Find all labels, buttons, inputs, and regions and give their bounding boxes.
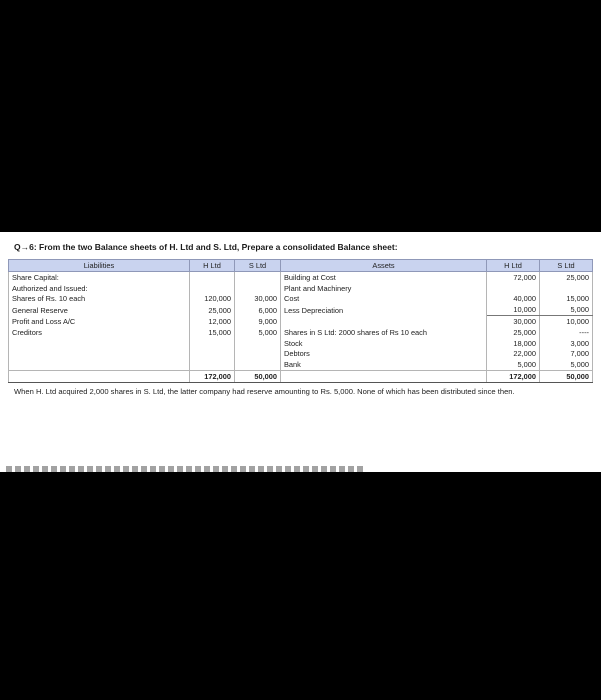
- table-row: [9, 338, 593, 349]
- asset-s-value: 5,000: [540, 359, 593, 370]
- question-sheet: [0, 232, 601, 472]
- asset-h-value: 18,000: [487, 338, 540, 349]
- liability-label: Creditors: [9, 327, 190, 338]
- table-row: [9, 272, 593, 283]
- liability-s-value: [235, 359, 281, 370]
- liability-label: Authorized and Issued:: [9, 283, 190, 294]
- liability-label: General Reserve: [9, 304, 190, 315]
- liability-label: [9, 338, 190, 349]
- asset-label: Bank: [281, 359, 487, 370]
- cropped-next-question-text: [6, 466, 366, 472]
- liability-label: Profit and Loss A/C: [9, 316, 190, 327]
- asset-label: [281, 316, 487, 327]
- asset-h-value: 10,000: [487, 304, 540, 315]
- liability-label: Shares of Rs. 10 each: [9, 294, 190, 305]
- asset-h-value: 72,000: [487, 272, 540, 283]
- liability-h-value: [190, 272, 235, 283]
- liability-s-value: 5,000: [235, 327, 281, 338]
- table-row: [9, 349, 593, 360]
- liability-h-value: 12,000: [190, 316, 235, 327]
- header-s-ltd: S Ltd: [235, 260, 281, 272]
- asset-label: Plant and Machinery: [281, 283, 487, 294]
- liability-s-value: 9,000: [235, 316, 281, 327]
- table-row: [9, 304, 593, 315]
- header-liabilities: Liabilities: [9, 260, 190, 272]
- balance-sheet-table: [8, 259, 593, 383]
- liability-s-value: [235, 272, 281, 283]
- liability-h-value: 25,000: [190, 304, 235, 315]
- liability-label: Share Capital:: [9, 272, 190, 283]
- totals-row: [9, 371, 593, 383]
- liability-label: [9, 359, 190, 370]
- asset-h-value: 40,000: [487, 294, 540, 305]
- liability-h-value: [190, 338, 235, 349]
- asset-s-value: 3,000: [540, 338, 593, 349]
- liability-s-value: 6,000: [235, 304, 281, 315]
- table-row: [9, 316, 593, 327]
- total-asset-s: 50,000: [540, 371, 593, 383]
- asset-h-value: 22,000: [487, 349, 540, 360]
- asset-s-value: 25,000: [540, 272, 593, 283]
- total-asset-h: 172,000: [487, 371, 540, 383]
- asset-h-value: 25,000: [487, 327, 540, 338]
- header-assets: Assets: [281, 260, 487, 272]
- asset-s-value: 7,000: [540, 349, 593, 360]
- totals-liability-label: [9, 371, 190, 383]
- header-h-ltd-assets: H Ltd: [487, 260, 540, 272]
- asset-s-value: 15,000: [540, 294, 593, 305]
- liability-h-value: [190, 359, 235, 370]
- header-h-ltd: H Ltd: [190, 260, 235, 272]
- liability-s-value: [235, 338, 281, 349]
- header-s-ltd-assets: S Ltd: [540, 260, 593, 272]
- asset-h-value: 30,000: [487, 316, 540, 327]
- asset-h-value: 5,000: [487, 359, 540, 370]
- question-title: Q→6: From the two Balance sheets of H. Ltd and S. Ltd, Prepare a consolidated Balance sheet:: [14, 242, 398, 252]
- asset-label: Less Depreciation: [281, 304, 487, 315]
- asset-s-value: 10,000: [540, 316, 593, 327]
- table-header-row: [9, 260, 593, 272]
- liability-s-value: [235, 349, 281, 360]
- liability-label: [9, 349, 190, 360]
- liability-h-value: 15,000: [190, 327, 235, 338]
- table-row: [9, 294, 593, 305]
- asset-h-value: [487, 283, 540, 294]
- liability-h-value: 120,000: [190, 294, 235, 305]
- asset-label: Shares in S Ltd: 2000 shares of Rs 10 each: [281, 327, 487, 338]
- table-row: [9, 283, 593, 294]
- liability-h-value: [190, 349, 235, 360]
- table-row: [9, 327, 593, 338]
- total-liability-h: 172,000: [190, 371, 235, 383]
- asset-label: Debtors: [281, 349, 487, 360]
- asset-s-value: 5,000: [540, 304, 593, 315]
- totals-asset-label: [281, 371, 487, 383]
- question-note: When H. Ltd acquired 2,000 shares in S. Ltd, the latter company had reserve amounting to Rs. 5,000. None of which has been distributed since then.: [14, 386, 515, 396]
- asset-label: Cost: [281, 294, 487, 305]
- asset-label: Stock: [281, 338, 487, 349]
- asset-s-value: ----: [540, 327, 593, 338]
- liability-h-value: [190, 283, 235, 294]
- table-row: [9, 359, 593, 370]
- asset-s-value: [540, 283, 593, 294]
- liability-s-value: 30,000: [235, 294, 281, 305]
- liability-s-value: [235, 283, 281, 294]
- total-liability-s: 50,000: [235, 371, 281, 383]
- asset-label: Building at Cost: [281, 272, 487, 283]
